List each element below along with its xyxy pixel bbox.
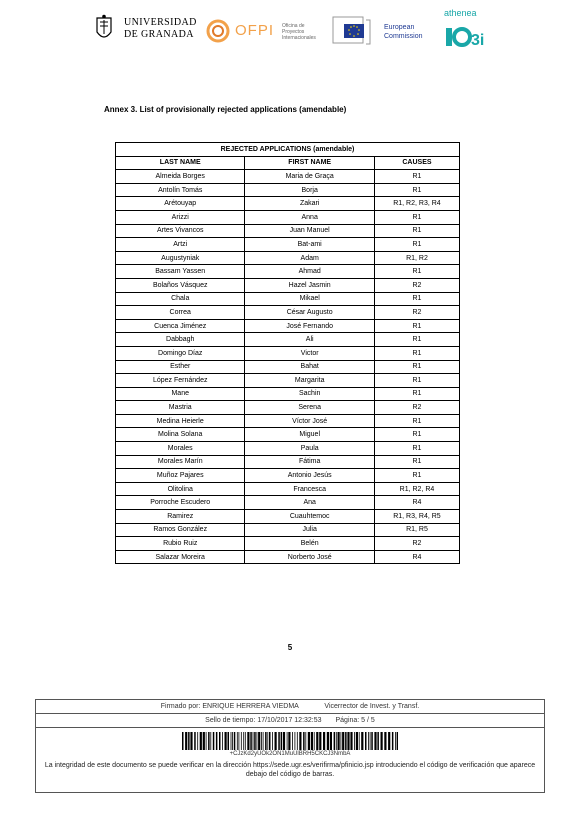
barcode-bar [281,732,283,750]
barcode-bar [243,732,244,750]
barcode-bar [345,732,347,750]
table-row [116,346,460,360]
first-name-cell: Paula [245,442,374,456]
last-name-cell: Mastria [116,401,245,415]
barcode-bar [257,732,258,750]
barcode-bar [341,732,342,750]
barcode-bar [342,732,344,750]
last-name-cell: Olitolina [116,482,245,496]
barcode-bar [190,732,192,750]
eu-flag-icon [332,16,372,46]
causes-cell: R1 [374,238,459,252]
last-name-cell: Ramos González [116,523,245,537]
first-name-cell: Juan Manuel [245,224,374,238]
barcode-bar [263,732,264,750]
first-name-cell: Antonio Jesús [245,469,374,483]
table-row [116,265,460,279]
causes-cell: R4 [374,496,459,510]
barcode-bar [308,732,310,750]
barcode-bar [374,732,376,750]
athenea-mark-icon [446,20,486,48]
barcode-bar [338,732,340,750]
causes-cell: R1 [374,224,459,238]
table-body [116,170,460,564]
barcode-bar [216,732,218,750]
table-row [116,306,460,320]
header-causes: CAUSES [374,156,459,170]
causes-cell: R1, R5 [374,523,459,537]
first-name-cell: Zakari [245,197,374,211]
last-name-cell: Medina Heierle [116,414,245,428]
eu-logo-text [384,23,423,41]
table-row [116,482,460,496]
last-name-cell: Porroche Escudero [116,496,245,510]
table-row [116,496,460,510]
last-name-cell: Cuenca Jiménez [116,319,245,333]
last-name-cell: Artzi [116,238,245,252]
last-name-cell: Arizzi [116,210,245,224]
european-commission-logo [332,16,442,48]
last-name-cell: López Fernández [116,374,245,388]
table-row [116,442,460,456]
last-name-cell: Dabbagh [116,333,245,347]
table-row [116,197,460,211]
table-row [116,414,460,428]
barcode-bar [206,732,207,750]
causes-cell: R1 [374,374,459,388]
barcode-bar [197,732,198,750]
table-row [116,319,460,333]
first-name-cell: Bahat [245,360,374,374]
barcode-bar [395,732,396,750]
barcode-bar [397,732,398,750]
barcode-bar [253,732,254,750]
causes-cell: R1 [374,469,459,483]
last-name-cell: Molina Solana [116,428,245,442]
last-name-cell: Bassam Yassen [116,265,245,279]
ofpi-name: OFPI [235,22,275,39]
last-name-cell: Ramirez [116,510,245,524]
barcode-bar [388,732,390,750]
ofpi-subtitle: Oficina de Proyectos Internacionales [282,23,316,41]
athenea-name: athenea [444,8,477,18]
signature-footer [35,699,545,793]
timestamp-row [36,714,544,728]
table-row [116,510,460,524]
causes-cell: R1 [374,265,459,279]
barcode-bar [261,732,262,750]
first-name-cell: Belén [245,537,374,551]
causes-cell: R1 [374,346,459,360]
barcode-bar [365,732,367,750]
last-name-cell: Chala [116,292,245,306]
barcode-bar [250,732,252,750]
first-name-cell: Julia [245,523,374,537]
barcode-bar [299,732,301,750]
table-row [116,333,460,347]
causes-cell: R1, R2, R4 [374,482,459,496]
first-name-cell: Sachin [245,387,374,401]
first-name-cell: Adam [245,251,374,265]
barcode-bar [283,732,285,750]
athenea-logo [444,8,494,48]
barcode-bar [265,732,267,750]
causes-cell: R1 [374,387,459,401]
barcode-bar [210,732,211,750]
barcode-bar [225,732,227,750]
first-name-cell: Margarita [245,374,374,388]
header-first-name: FIRST NAME [245,156,374,170]
ofpi-logo [205,18,325,48]
last-name-cell: Salazar Moreira [116,550,245,564]
table-row [116,210,460,224]
first-name-cell: Cuauhtemoc [245,510,374,524]
causes-cell: R1, R3, R4, R5 [374,510,459,524]
table-title: REJECTED APPLICATIONS (amendable) [116,143,460,157]
causes-cell: R1 [374,455,459,469]
causes-cell: R2 [374,401,459,415]
first-name-cell: José Fernando [245,319,374,333]
barcode-bar [295,732,296,750]
barcode-bar [316,732,318,750]
causes-cell: R1 [374,428,459,442]
barcode-bar [336,732,337,750]
first-name-cell: Maria de Graça [245,170,374,184]
table-row [116,224,460,238]
first-name-cell: Mikael [245,292,374,306]
barcode-bar [370,732,371,750]
barcode-bar [361,732,363,750]
causes-cell: R2 [374,537,459,551]
first-name-cell: Anna [245,210,374,224]
page-number: 5 [287,643,293,652]
signed-role: Vicerrector de Invest. y Transf. [324,703,420,710]
causes-cell: R2 [374,306,459,320]
barcode-bar [334,732,336,750]
causes-cell: R1 [374,292,459,306]
table-row [116,374,460,388]
barcode-bar [213,732,215,750]
barcode-bar [239,732,240,750]
first-name-cell: Hazel Jasmin [245,278,374,292]
causes-cell: R1 [374,319,459,333]
ugr-crest-icon [94,14,114,44]
barcode-bar [185,732,187,750]
causes-cell: R1 [374,442,459,456]
barcode-bar [359,732,360,750]
barcode-bar [347,732,349,750]
first-name-cell: Ahmad [245,265,374,279]
barcode-bar [371,732,373,750]
integrity-notice: La integridad de este documento se puede verificar en la dirección https://sede.ugr.es/verifirma/pfinicio.jsp introduciendo el código de verificación que aparece debajo del código de barras. [44,762,536,778]
causes-cell: R1 [374,414,459,428]
ofpi-mark-icon [205,18,231,44]
causes-cell: R1 [374,183,459,197]
barcode-bar [208,732,210,750]
barcode-bar [384,732,386,750]
page-header [0,0,580,60]
barcode-bar [292,732,293,750]
athenea-mark-text: 3i [471,32,485,48]
first-name-cell: Francesca [245,482,374,496]
last-name-cell: Muñoz Pajares [116,469,245,483]
first-name-cell: Miguel [245,428,374,442]
barcode-bar [219,732,221,750]
last-name-cell: Rubio Ruiz [116,537,245,551]
ugr-logo-text [124,17,197,41]
last-name-cell: Almeida Borges [116,170,245,184]
barcode-bar [245,732,246,750]
first-name-cell: Ali [245,333,374,347]
first-name-cell: Serena [245,401,374,415]
rejected-applications-table [115,142,460,564]
first-name-cell: Norberto José [245,550,374,564]
barcode-bar [247,732,249,750]
barcode-bar [258,732,260,750]
barcode-bar [303,732,305,750]
causes-cell: R1 [374,333,459,347]
signed-by: Firmado por: ENRIQUE HERRERA VIEDMA [160,703,299,710]
last-name-cell: Augustyniak [116,251,245,265]
last-name-cell: Mane [116,387,245,401]
barcode-bar [182,732,184,750]
barcode-bar [330,732,332,750]
table-row [116,523,460,537]
barcode-bar [377,732,379,750]
barcode-bar [297,732,298,750]
barcode-bar [305,732,306,750]
table-row [116,251,460,265]
barcode-bar [354,732,355,750]
barcode-bar [228,732,230,750]
table-row [116,170,460,184]
ugr-line2: DE GRANADA [124,29,194,40]
table-row [116,537,460,551]
ugr-line1: UNIVERSIDAD [124,17,197,28]
barcode-bar [200,732,202,750]
first-name-cell: Ana [245,496,374,510]
last-name-cell: Arétouyap [116,197,245,211]
causes-cell: R1, R2 [374,251,459,265]
barcode-bar [314,732,315,750]
first-name-cell: Borja [245,183,374,197]
barcode-bar [288,732,290,750]
last-name-cell: Morales Marín [116,455,245,469]
last-name-cell: Domingo Díaz [116,346,245,360]
table-row [116,183,460,197]
barcode-bar [194,732,196,750]
table-row [116,292,460,306]
timestamp: Sello de tiempo: 17/10/2017 12:32:53 [205,717,322,724]
barcode-bar [254,732,256,750]
first-name-cell: Fátima [245,455,374,469]
causes-cell: R1 [374,360,459,374]
last-name-cell: Artes Vivancos [116,224,245,238]
barcode-bar [269,732,271,750]
header-last-name: LAST NAME [116,156,245,170]
barcode-bar [350,732,352,750]
barcode-bar [319,732,321,750]
table-row [116,278,460,292]
last-name-cell: Antolín Tomás [116,183,245,197]
barcode-bar [278,732,280,750]
barcode-bar [272,732,273,750]
barcode-bar [203,732,205,750]
barcode-bar [368,732,369,750]
last-name-cell: Morales [116,442,245,456]
barcode-bar [231,732,232,750]
first-name-cell: César Augusto [245,306,374,320]
verification-code: +CJzKd2yUOk2ON1MuUlBRH5CKCJ3NmbA [229,751,351,757]
barcode-bar [392,732,394,750]
annex-title: Annex 3. List of provisionally rejected applications (amendable) [104,105,347,114]
signed-by-row [36,700,544,714]
barcode-bar [327,732,329,750]
barcode-bar [381,732,383,750]
eu-line1: European [384,24,415,31]
barcode-bar [222,732,223,750]
eu-line2: Commission [384,33,423,40]
causes-cell: R2 [374,278,459,292]
barcode-bar [275,732,277,750]
first-name-cell: Victor [245,346,374,360]
causes-cell: R1, R2, R3, R4 [374,197,459,211]
barcode-bar [188,732,190,750]
first-name-cell: Víctor José [245,414,374,428]
table-row [116,469,460,483]
ugr-logo [88,14,208,50]
table-row [116,401,460,415]
barcode-bar [267,732,268,750]
barcode-bar [241,732,242,750]
table-row [116,428,460,442]
barcode-bar [311,732,313,750]
causes-cell: R1 [374,210,459,224]
footer-page: Página: 5 / 5 [335,717,375,724]
last-name-cell: Bolaños Vásquez [116,278,245,292]
barcode-bar [237,732,238,750]
table-row [116,238,460,252]
causes-cell: R4 [374,550,459,564]
last-name-cell: Esther [116,360,245,374]
barcode [182,732,398,750]
causes-cell: R1 [374,170,459,184]
table-row [116,360,460,374]
barcode-bar [234,732,236,750]
first-name-cell: Bat-ami [245,238,374,252]
table-row [116,387,460,401]
barcode-bar [323,732,325,750]
table-row [116,550,460,564]
barcode-bar [356,732,358,750]
barcode-bar [287,732,288,750]
barcode-bar [232,732,233,750]
table-row [116,455,460,469]
last-name-cell: Correa [116,306,245,320]
